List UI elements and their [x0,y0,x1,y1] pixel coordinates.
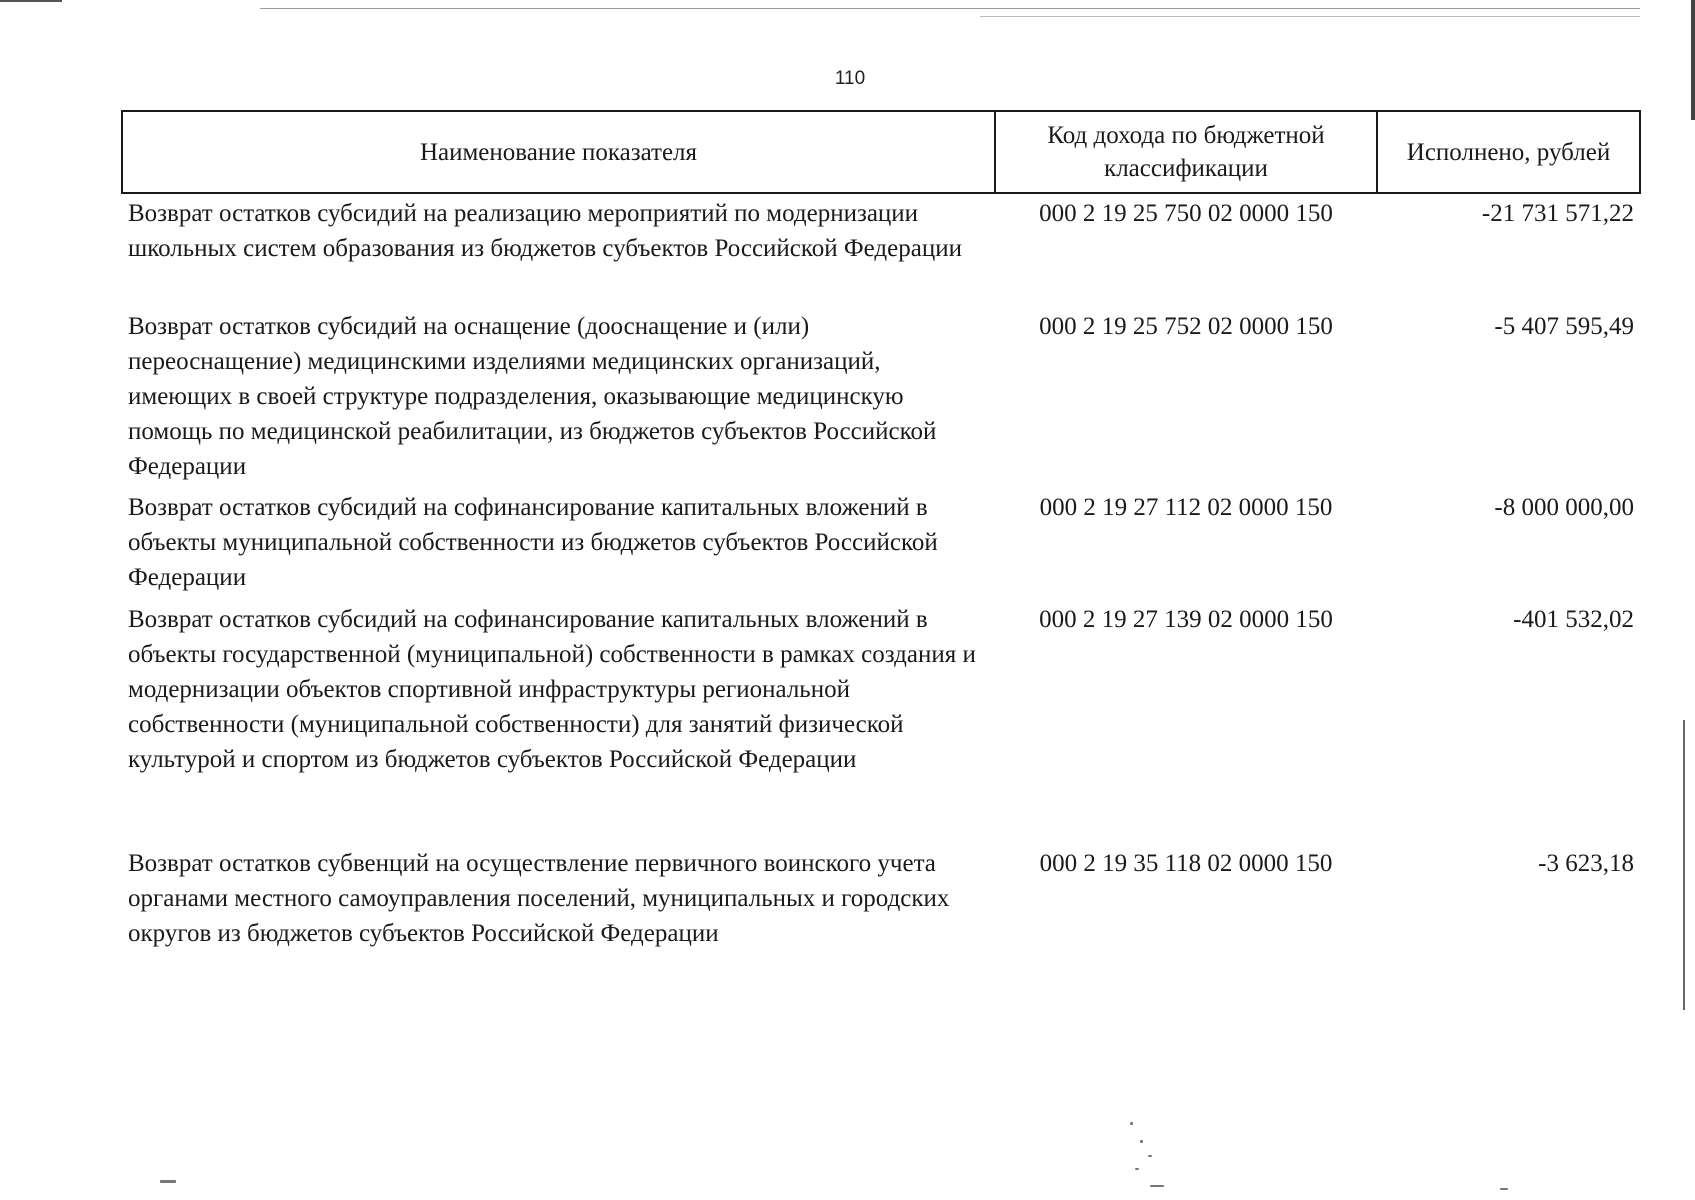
scan-speck [1130,1122,1133,1125]
scan-speck [160,1180,176,1183]
indicator-name-cell: Возврат остатков субвенций на осуществление первичного воинского учета органами местного самоуправления поселений, муниципальных и городских округов из бюджетов субъектов Российской Федерации [128,850,950,947]
scan-speck [1140,1140,1143,1143]
executed-amount-cell: -21 731 571,22 [1481,200,1634,227]
executed-amount-cell: -5 407 595,49 [1494,313,1634,340]
indicator-name-cell: Возврат остатков субсидий на софинансирование капитальных вложений в объекты государственной (муниципальной) собственности в рамках создания и модернизации объектов спортивной инфраструктуры региональной собственности (муниципальной собственности) для занятий физической культурой и спортом из бюджетов субъектов Российской Федерации [128,606,976,773]
indicator-name-cell: Возврат остатков субсидий на оснащение (дооснащение и (или) переоснащение) медицинскими изделиями медицинских организаций, имеющих в своей структуре подразделения, оказывающие медицинскую помощь по медицинской реабилитации, из бюджетов субъектов Российской Федерации [128,313,937,480]
scan-artifact [260,8,1640,9]
header-revenue-code: Код дохода по бюджетной классификации [995,111,1377,193]
revenue-code-cell: 000 2 19 25 750 02 0000 150 [1039,200,1333,227]
scan-speck [1135,1168,1139,1170]
executed-amount-cell: -8 000 000,00 [1494,494,1634,521]
table-row [122,303,1640,484]
revenue-code-cell: 000 2 19 27 112 02 0000 150 [1039,494,1333,521]
executed-amount-cell: -3 623,18 [1538,850,1634,877]
revenue-code-cell: 000 2 19 27 139 02 0000 150 [1039,606,1333,633]
scan-artifact [0,0,62,2]
table-row [122,596,1640,846]
scan-artifact [980,16,1640,17]
header-executed-amount: Исполнено, рублей [1377,111,1640,193]
table-row [122,846,1640,956]
table-row [122,193,1640,303]
scan-speck [1148,1155,1152,1157]
scan-speck [1500,1188,1508,1190]
revenue-code-cell: 000 2 19 35 118 02 0000 150 [1039,850,1333,877]
scan-artifact [1683,720,1685,1010]
indicator-name-cell: Возврат остатков субсидий на софинансирование капитальных вложений в объекты муниципальной собственности из бюджетов субъектов Российской Федерации [128,494,938,591]
budget-revenue-table [121,110,1641,956]
page-number: 110 [834,68,866,89]
table-header-row [122,111,1640,193]
header-indicator-name: Наименование показателя [122,111,995,193]
executed-amount-cell: -401 532,02 [1513,606,1634,633]
table-row [122,484,1640,596]
indicator-name-cell: Возврат остатков субсидий на реализацию мероприятий по модернизации школьных систем образования из бюджетов субъектов Российской Федерации [128,200,962,262]
scan-speck [1150,1185,1164,1187]
revenue-code-cell: 000 2 19 25 752 02 0000 150 [1039,313,1333,340]
scan-artifact [1691,0,1695,120]
